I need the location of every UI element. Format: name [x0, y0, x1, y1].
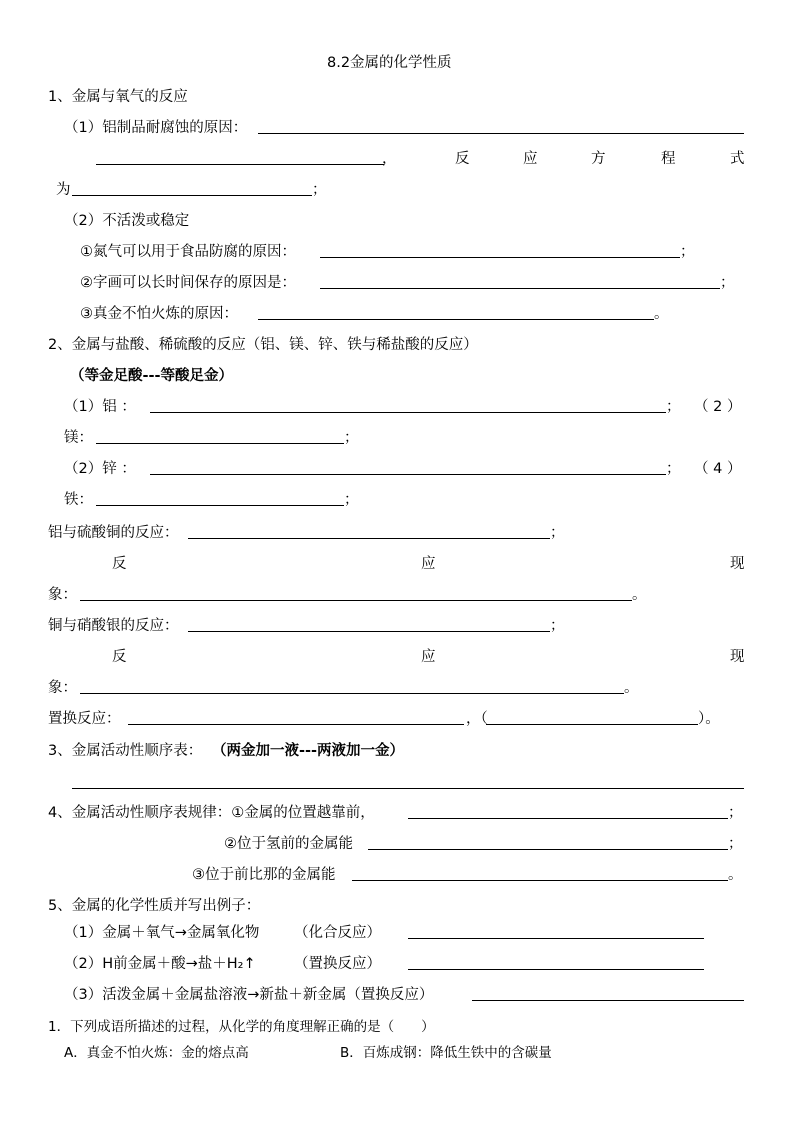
answer-blank-gold[interactable]	[258, 319, 654, 320]
word-wei: 为	[56, 182, 71, 198]
section-3-mnemonic: （两金加一液---两液加一金）	[212, 743, 405, 759]
word-xiang: 象：	[48, 680, 77, 696]
number-4: （ 4 ）	[694, 461, 742, 477]
rule-3-label: ③位于前比那的金属能	[192, 867, 336, 883]
q-zinc-label: （2）锌 ：	[64, 461, 136, 477]
answer-blank-aluminium[interactable]	[150, 412, 666, 413]
word-fan: 反	[112, 556, 127, 572]
word-ying: 应	[421, 556, 436, 572]
word-fan: 反	[112, 649, 127, 665]
property-2-type: （置换反应）	[294, 956, 381, 972]
q-iron-label: 铁：	[64, 492, 93, 508]
semicolon: ；	[550, 525, 565, 541]
number-2: （ 2 ）	[694, 399, 742, 415]
semicolon: ；	[728, 836, 743, 852]
section-1-heading: 1、金属与氧气的反应	[48, 89, 188, 105]
semicolon: ；	[728, 805, 743, 821]
answer-blank-iron[interactable]	[96, 505, 344, 506]
answer-blank-substitution-type[interactable]	[486, 724, 698, 725]
q-gold-label: ③真金不怕火炼的原因：	[80, 306, 238, 322]
property-1-type: （化合反应）	[294, 925, 381, 941]
answer-blank-magnesium[interactable]	[96, 443, 344, 444]
q-painting-label: ②字画可以长时间保存的原因是：	[80, 275, 296, 291]
period: 。	[728, 867, 743, 883]
answer-blank-property-3[interactable]	[472, 1000, 744, 1001]
word-ying: 应	[523, 151, 538, 167]
semicolon: ；	[680, 244, 695, 260]
answer-blank-aluminium-reason-2[interactable]	[96, 164, 384, 165]
answer-blank-equation[interactable]	[72, 195, 312, 196]
answer-blank-property-2[interactable]	[408, 969, 704, 970]
answer-blank-painting[interactable]	[320, 288, 720, 289]
answer-blank-phenomenon-1[interactable]	[80, 600, 632, 601]
semicolon: ；	[344, 430, 359, 446]
word-fan: 反	[455, 151, 470, 167]
answer-blank-property-1[interactable]	[408, 938, 704, 939]
q-aluminium-corrosion-label: （1）铝制品耐腐蚀的原因：	[64, 120, 248, 136]
word-ying: 应	[421, 649, 436, 665]
q-al-cuso4-label: 铝与硫酸铜的反应：	[48, 525, 179, 541]
word-xian: 现	[730, 649, 745, 665]
semicolon: ；	[666, 461, 681, 477]
word-cheng: 程	[661, 151, 676, 167]
answer-blank-rule-2[interactable]	[368, 849, 728, 850]
period: 。	[632, 587, 647, 603]
section-3-heading: 3、金属活动性顺序表：	[48, 743, 203, 759]
question-1-stem: 1．下列成语所描述的过程，从化学的角度理解正确的是（ ）	[48, 1019, 435, 1035]
page-title: 8.2金属的化学性质	[327, 55, 452, 71]
comma: ，	[382, 151, 397, 167]
section-2-heading: 2、金属与盐酸、稀硫酸的反应（铝、镁、锌、铁与稀盐酸的反应）	[48, 337, 478, 353]
semicolon: ；	[720, 275, 735, 291]
answer-blank-aluminium-reason[interactable]	[258, 133, 744, 134]
q-inactive-stable-label: （2）不活泼或稳定	[64, 213, 190, 229]
answer-blank-zinc[interactable]	[150, 474, 666, 475]
answer-blank-phenomenon-2[interactable]	[80, 693, 624, 694]
word-fang: 方	[591, 151, 606, 167]
q-nitrogen-label: ①氮气可以用于食品防腐的原因：	[80, 244, 296, 260]
q-magnesium-label: 镁：	[64, 430, 93, 446]
q-aluminium-label: （1）铝 ：	[64, 399, 136, 415]
q-substitution-label: 置换反应：	[48, 711, 121, 727]
period: 。	[624, 680, 639, 696]
section-5-heading: 5、金属的化学性质并写出例子：	[48, 898, 261, 914]
option-b[interactable]: B．百炼成钢：降低生铁中的含碳量	[340, 1045, 552, 1061]
period: 。	[654, 306, 669, 322]
q-cu-agno3-label: 铜与硝酸银的反应：	[48, 618, 179, 634]
semicolon: ；	[550, 618, 565, 634]
answer-blank-substitution[interactable]	[128, 724, 464, 725]
answer-blank-rule-3[interactable]	[352, 880, 728, 881]
section-4-heading: 4、金属活动性顺序表规律：①金属的位置越靠前，	[48, 805, 375, 821]
answer-blank-al-cuso4[interactable]	[188, 538, 550, 539]
semicolon: ；	[666, 399, 681, 415]
paren-end: ）。	[698, 711, 720, 727]
property-2: （2）H前金属＋酸→盐＋H₂↑	[64, 956, 256, 972]
property-3: （3）活泼金属＋金属盐溶液→新盐＋新金属（置换反应）	[64, 987, 434, 1003]
word-xiang: 象：	[48, 587, 77, 603]
option-a[interactable]: A．真金不怕火炼：金的熔点高	[64, 1045, 249, 1061]
comma-paren: ，（	[466, 711, 488, 727]
word-xian: 现	[730, 556, 745, 572]
section-2-note: （等金足酸---等酸足金）	[70, 368, 234, 384]
answer-blank-nitrogen[interactable]	[320, 257, 680, 258]
answer-blank-cu-agno3[interactable]	[188, 631, 550, 632]
rule-2-label: ②位于氢前的金属能	[224, 836, 353, 852]
word-shi: 式	[730, 151, 745, 167]
answer-blank-rule-1[interactable]	[408, 818, 728, 819]
semicolon: ；	[312, 182, 327, 198]
property-1: （1）金属＋氧气→金属氧化物	[64, 925, 260, 941]
semicolon: ；	[344, 492, 359, 508]
answer-blank-activity-series[interactable]	[72, 788, 744, 789]
